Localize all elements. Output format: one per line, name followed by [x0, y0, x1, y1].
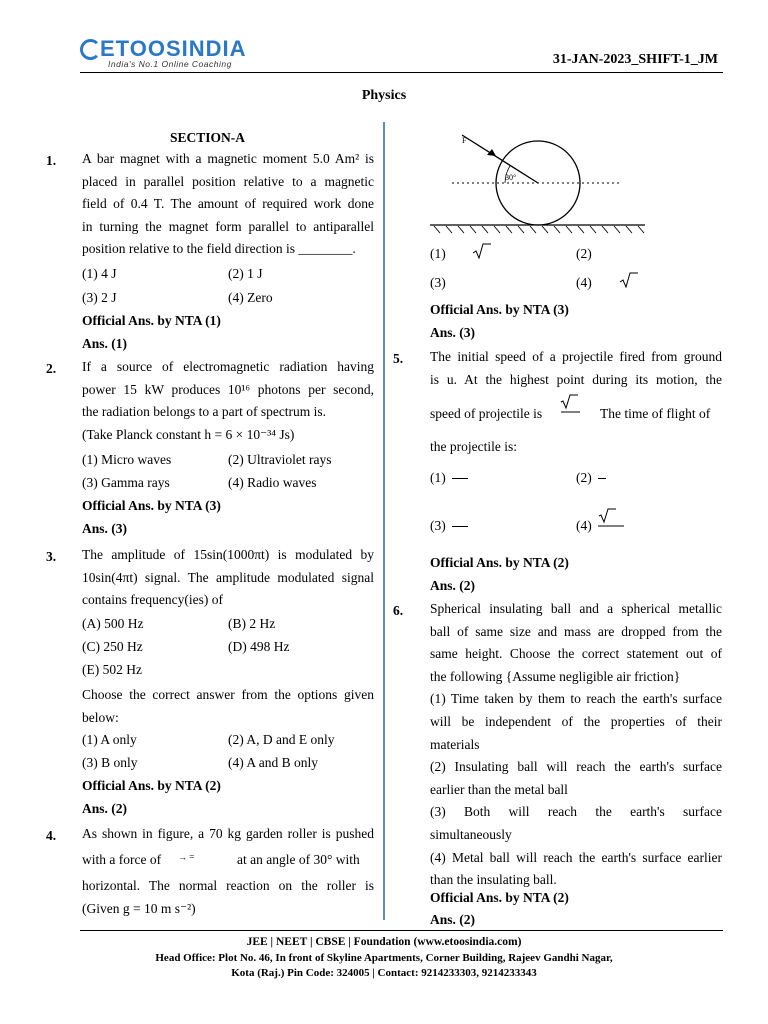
option: (1)	[430, 246, 446, 261]
q6-line: the following {Assume negligible air friction}	[430, 668, 681, 684]
footer-divider	[80, 930, 723, 931]
logo-text: ETOOSINDIA	[100, 36, 247, 61]
option: (4)	[576, 275, 592, 290]
answer: Ans. (3)	[82, 521, 128, 536]
q4-line: (Given g = 10 m s⁻²)	[82, 901, 196, 916]
q5-line: The initial speed of a projectile fired from ground	[430, 349, 722, 364]
official-answer: Official Ans. by NTA (1)	[82, 313, 221, 328]
option: (2)	[576, 246, 592, 261]
option: (1) Micro waves	[82, 452, 172, 467]
section-title: SECTION-A	[170, 130, 246, 145]
q1-line: in turning the magnet form parallel to antiparallel	[82, 218, 374, 234]
option: (3)	[430, 518, 446, 533]
q6-line: Spherical insulating ball and a spherical metallic	[430, 601, 722, 616]
option: (C) 250 Hz	[82, 639, 143, 654]
option: (1) 4 J	[82, 266, 117, 281]
force-arrow-icon	[487, 149, 496, 156]
option: (4) Radio waves	[228, 475, 317, 490]
question-2-text	[82, 356, 374, 446]
q6-option-line: simultaneously	[430, 826, 512, 842]
option: (3) 2 J	[82, 290, 117, 305]
official-answer: Official Ans. by NTA (2)	[82, 778, 221, 793]
paper-code: 31-JAN-2023_SHIFT-1_JM	[552, 52, 718, 67]
answer: Ans. (2)	[430, 578, 476, 593]
footer-line-3: Kota (Raj.) Pin Code: 324005 | Contact: 9214233303, 9214233343	[231, 967, 537, 979]
answer: Ans. (2)	[82, 801, 128, 816]
question-3-instruction	[82, 684, 374, 729]
question-number: 2.	[46, 361, 57, 376]
logo-ring-icon	[80, 39, 101, 60]
option: (4)	[576, 518, 592, 533]
question-number: 6.	[393, 603, 404, 618]
subject-title: Physics	[361, 88, 407, 103]
etoosindia-logo	[80, 36, 280, 72]
question-3-text	[82, 544, 374, 612]
column-divider	[383, 122, 385, 920]
footer-line-1: JEE | NEET | CBSE | Foundation (www.etoosindia.com)	[246, 936, 522, 948]
question-number: 5.	[393, 351, 404, 366]
q6-option-line: materials	[430, 736, 480, 752]
ground-hatching	[434, 226, 644, 233]
option: (2) Ultraviolet rays	[228, 452, 332, 467]
q6-option-line: earlier than the metal ball	[430, 781, 568, 797]
q5-line: The time of flight of	[600, 406, 711, 421]
question-number: 1.	[46, 153, 57, 168]
force-label: F	[462, 136, 467, 145]
q6-option-line: will be independent of the properties of their	[430, 713, 722, 729]
official-answer: Official Ans. by NTA (3)	[430, 302, 569, 317]
garden-roller-figure	[430, 125, 655, 240]
q1-line: position relative to the field direction is ________.	[82, 241, 356, 257]
q4-line: horizontal. The normal reaction on the roller is	[82, 878, 374, 893]
q2-line: the radiation belongs to a part of spectrum is.	[82, 404, 327, 420]
q5-line: the projectile is:	[430, 439, 517, 454]
angle-label: 30°	[505, 173, 517, 182]
q2-line: (Take Planck constant h = 6 × 10⁻³⁴ Js)	[82, 426, 295, 442]
vector-arrow-icon: → =	[178, 852, 195, 862]
header-divider	[80, 72, 723, 73]
sqrt-symbol-icon	[619, 272, 639, 288]
sqrt-symbol-icon	[472, 243, 492, 259]
option: (2) 1 J	[228, 266, 263, 281]
option: (A) 500 Hz	[82, 616, 144, 631]
option: (B) 2 Hz	[228, 616, 276, 631]
question-number: 4.	[46, 828, 57, 843]
option: (E) 502 Hz	[82, 662, 142, 677]
q4-line: with a force of	[82, 852, 162, 867]
option: (1) A only	[82, 732, 137, 747]
q6-option-line: (2) Insulating ball will reach the earth's surface	[430, 759, 722, 775]
question-number: 3.	[46, 549, 57, 564]
fraction-bar	[452, 526, 468, 527]
answer: Ans. (3)	[430, 325, 476, 340]
logo-tagline: India's No.1 Online Coaching	[108, 59, 232, 69]
option: (4) Zero	[228, 290, 273, 305]
official-answer: Official Ans. by NTA (2)	[430, 890, 569, 905]
q1-line: field of 0.4 T. The amount of required work done	[82, 196, 374, 212]
q3-line: contains frequency(ies) of	[82, 592, 223, 608]
answer: Ans. (1)	[82, 336, 128, 351]
fraction-bar	[452, 478, 468, 479]
option: (3) Gamma rays	[82, 475, 170, 490]
q6-line: same height. Choose the correct statement out of	[430, 646, 722, 662]
q5-line: is u. At the highest point during its motion, the	[430, 372, 722, 387]
q4-line: at an angle of 30° with	[237, 852, 360, 867]
option: (3)	[430, 275, 446, 290]
option: (1)	[430, 470, 446, 485]
q2-line: power 15 kW produces 10¹⁶ photons per second,	[82, 381, 374, 397]
q3-line: The amplitude of 15sin(1000πt) is modulated by	[82, 547, 374, 562]
q5-line: speed of projectile is	[430, 406, 543, 421]
footer-line-2: Head Office: Plot No. 46, In front of Skyline Apartments, Corner Building, Rajeev Gandhi Nagar,	[155, 952, 613, 964]
q3-line: Choose the correct answer from the options given	[82, 687, 374, 702]
q4-line: As shown in figure, a 70 kg garden roller is pushed	[82, 826, 374, 841]
option: (4) A and B only	[228, 755, 318, 770]
sqrt-fraction-icon	[598, 508, 626, 530]
option: (D) 498 Hz	[228, 639, 290, 654]
answer: Ans. (2)	[430, 912, 476, 927]
q6-option-line: (3) Both will reach the earth's surface	[430, 804, 722, 820]
q1-line: placed in parallel position relative to a magnetic	[82, 173, 374, 189]
q6-option-line: (4) Metal ball will reach the earth's surface earlier	[430, 849, 722, 865]
option: (3) B only	[82, 755, 138, 770]
option: (2)	[576, 470, 592, 485]
q3-line: 10sin(4πt) signal. The amplitude modulated signal	[82, 569, 374, 585]
q3-line: below:	[82, 709, 119, 725]
official-answer: Official Ans. by NTA (2)	[430, 555, 569, 570]
fraction-bar	[598, 478, 606, 479]
q1-line: A bar magnet with a magnetic moment 5.0 Am² is	[82, 151, 374, 166]
q6-option-line: (1) Time taken by them to reach the earth's surface	[430, 691, 722, 707]
option: (2) A, D and E only	[228, 732, 335, 747]
official-answer: Official Ans. by NTA (3)	[82, 498, 221, 513]
question-1-text	[82, 148, 374, 261]
q6-option-line: than the insulating ball.	[430, 872, 557, 888]
q6-line: ball of same size and mass are dropped from the	[430, 623, 722, 639]
sqrt-fraction-icon	[560, 394, 582, 416]
q2-line: If a source of electromagnetic radiation having	[82, 359, 374, 374]
question-6-text	[430, 598, 722, 892]
